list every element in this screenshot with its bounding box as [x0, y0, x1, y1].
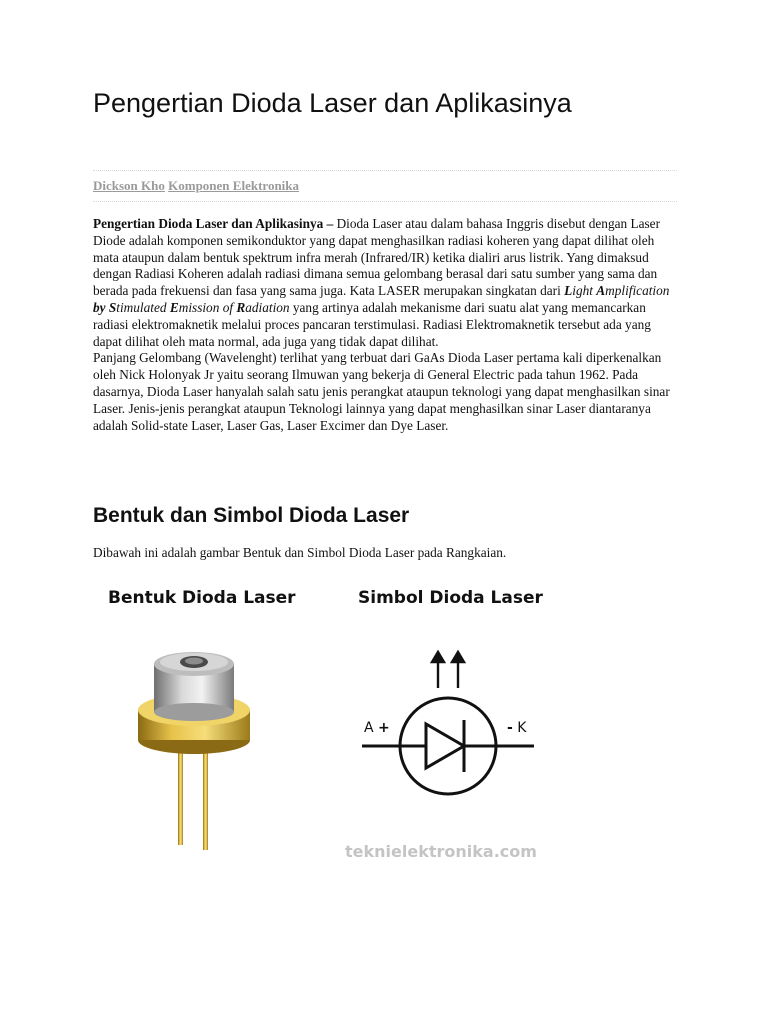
anode-label: A + [364, 720, 390, 736]
cathode-label: - K [507, 720, 527, 736]
paragraph-2: Panjang Gelombang (Wavelenght) terlihat yang terbuat dari GaAs Dioda Laser pertama kali diperkenalkan oleh Nick Holonyak Jr yaitu seorang Ilmuwan yang bekerja di General Electric pada tahun 1962. Pada dasarnya, Dioda Laser hanyalah salah satu jenis perangkat ataupun teknologi yang dapat menghasilkan sinar Laser. Jenis-jenis perangkat ataupun Teknologi lainnya yang dapat menghasilkan sinar Laser diantaranya adalah Solid-state Laser, Laser Gas, Laser Excimer dan Dye Laser. [93, 350, 670, 433]
p1-text-b: yang artinya adalah mekanisme dari suatu alat yang memancarkan radiasi elektromaknetik melalui proces pancaran terstimulasi. Radiasi Elektromaknetik tersebut ada yang dapat dilihat oleh mata normal, ada juga yang tidak dapat dilihat. [93, 299, 651, 349]
lead-text: Pengertian Dioda Laser dan Aplikasinya – [93, 216, 334, 231]
watermark: teknielektronika.com [345, 842, 537, 861]
paragraph-1 [93, 216, 677, 350]
section-intro: Dibawah ini adalah gambar Bentuk dan Simbol Dioda Laser pada Rangkaian. [93, 545, 507, 560]
diode-figure [102, 580, 562, 870]
label-bentuk: Bentuk Dioda Laser [108, 588, 296, 608]
article-title: Pengertian Dioda Laser dan Aplikasinya [93, 88, 572, 118]
category-link[interactable]: Komponen Elektronika [168, 178, 300, 193]
p1-text-a: Dioda Laser atau dalam bahasa Inggris disebut dengan Laser Diode adalah komponen semikonduktor yang dapat menghasilkan radiasi koheren yang dapat dilihat oleh mata ataupun dalam bentuk spektrum infra merah (Infrared/IR) ketika dialiri arus listrik. Yang dimaksud dengan Radiasi Koheren adalah radiasi dimana semua gelombang berasal dari satu sumber yang sama dan berada pada frekuensi dan fasa yang sama juga. Kata LASER merupakan singkatan dari [93, 216, 661, 299]
author-link[interactable]: Dickson Kho [93, 178, 165, 193]
laser-diode-photo [132, 640, 272, 870]
article-body [93, 216, 677, 434]
emission-arrows-icon [432, 652, 464, 688]
laser-expansion: Light Amplification by Stimulated Emission of Radiation [93, 283, 670, 315]
byline [93, 170, 677, 202]
label-simbol: Simbol Dioda Laser [358, 588, 543, 608]
section-heading: Bentuk dan Simbol Dioda Laser [93, 504, 410, 527]
